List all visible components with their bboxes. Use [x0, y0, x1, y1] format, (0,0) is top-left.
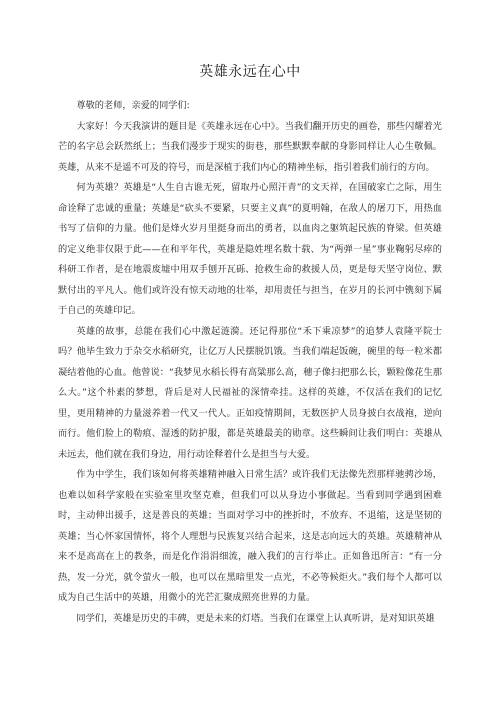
paragraph-2: 何为英雄？英雄是“人生自古谁无死，留取丹心照汗青”的文天祥，在国破家亡之际，用生命诠释了忠诚的重量；英雄是“砍头不要紧，只要主义真”的夏明翰，在敌人的屠刀下，用热血书写了信仰的力量。他们是烽火岁月里挺身而出的勇者，以血肉之躯筑起民族的脊梁。但英雄的定义绝非仅限于此——在和平年代，英雄是隐姓埋名数十载、为“两弹一星”事业鞠躬尽瘁的科研工作者，是在地震废墟中用双手刨开瓦砾、抢救生命的救援人员，更是每天坚守岗位、默默付出的平凡人。他们或许没有惊天动地的壮举，却用责任与担当，在岁月的长河中镌刻下属于自己的英雄印记。: [58, 182, 442, 316]
paragraph-1: 大家好！今天我演讲的题目是《英雄永远在心中》。当我们翻开历史的画卷，那些闪耀着光芒的名字总会跃然纸上；当我们漫步于现实的街巷，那些默默奉献的身影同样让人心生敬佩。英雄，从来不是遥不可及的符号，而是深植于我们内心的精神坐标，指引着我们前行的方向。: [58, 120, 442, 173]
document-body: [58, 96, 442, 696]
paragraph-4: 作为中学生，我们该如何将英雄精神融入日常生活？或许我们无法像先烈那样驰骋沙场，也难以如科学家般在实验室里攻坚克难，但我们可以从身边小事做起。当看到同学遇到困难时，主动伸出援手，这是善良的英雄；当面对学习中的挫折时，不放弃、不退缩，这是坚韧的英雄；当心怀家国情怀，将个人理想与民族复兴结合起来，这是志向远大的英雄。英雄精神从来不是高高在上的教条，而是化作涓涓细流，融入我们的言行举止。正如鲁迅所言：“有一分热，发一分光，就令萤火一般，也可以在黑暗里发一点光，不必等候炬火。”我们每个人都可以成为自己生活中的英雄，用微小的光芒汇聚成照亮世界的力量。: [58, 469, 442, 603]
paragraph-3: 英雄的故事，总能在我们心中激起涟漪。还记得那位“禾下乘凉梦”的追梦人袁隆平院士吗？他毕生致力于杂交水稻研究，让亿万人民摆脱饥饿。当我们端起饭碗，碗里的每一粒米都凝结着他的心血。他曾说：“我梦见水稻长得有高粱那么高，穗子像扫把那么长，颗粒像花生那么大。”这个朴素的梦想，背后是对人民福祉的深情牵挂。这样的英雄，不仅活在我们的记忆里，更用精神的力量滋养着一代又一代人。正如疫情期间，无数医护人员身披白衣战袍，逆向而行。他们脸上的勒痕、湿透的防护服，都是英雄最美的勋章。这些瞬间让我们明白：英雄从未远去，他们就在我们身边，用行动诠释着什么是担当与大爱。: [58, 325, 442, 460]
document-title: 英雄永远在心中: [199, 64, 301, 80]
salutation: 尊敬的老师，亲爱的同学们:: [76, 100, 190, 111]
paragraph-5: 同学们，英雄是历史的丰碑，更是未来的灯塔。当我们在课堂上认真听讲，是对知识英雄: [76, 612, 435, 624]
